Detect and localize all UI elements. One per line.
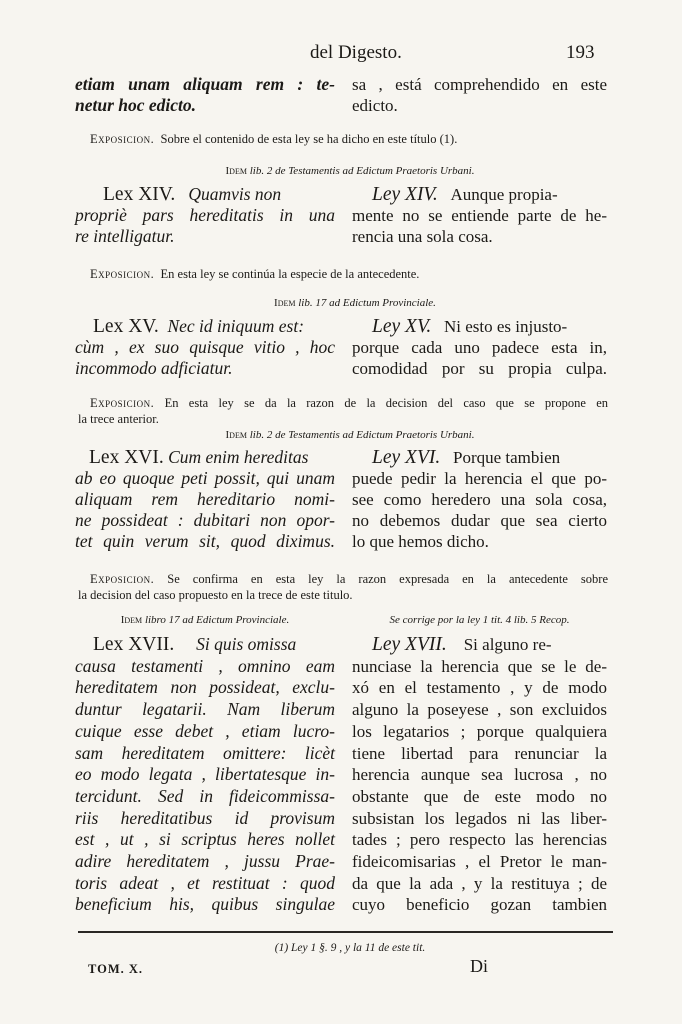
lex-17-latin — [75, 634, 335, 916]
spanish-line: puede pedir la herencia el que po- — [352, 469, 607, 488]
source-correction: Se corrige por la ley 1 tit. 4 lib. 5 Recop. — [389, 614, 570, 626]
exposicion-3 — [78, 395, 608, 427]
exposicion-text: Sobre el contenido de esta ley se ha dicho en este título (1). — [160, 132, 458, 146]
exposicion-text-2: la decision del caso propuesto en la trece de este titulo. — [78, 588, 353, 602]
source-author: Idem — [120, 614, 143, 626]
spanish-line: no debemos dudar que sea cierto — [352, 511, 607, 530]
source-citation-14 — [150, 165, 550, 177]
latin-line: hereditatem non possideat, exclu- — [75, 677, 335, 698]
spanish-line: tades ; pero respecto las herencias — [352, 830, 607, 850]
spanish-line: comodidad por su propia culpa. — [352, 359, 607, 378]
exposicion-1 — [90, 131, 610, 147]
source-author: Idem — [225, 429, 247, 441]
spanish-line: sa , está comprehendido en este — [352, 75, 607, 94]
spanish-line: Aunque propia- — [450, 185, 558, 204]
catchword: Di — [470, 956, 488, 976]
lex-16-latin — [75, 447, 335, 552]
exposicion-text: Se confirma en esta ley la razon expresada en la antecedente sobre — [167, 572, 609, 586]
spanish-line: fideicomisarias , el Pretor le man- — [352, 852, 607, 872]
spanish-line: porque cada uno padece esta in, — [352, 338, 607, 357]
latin-line: adire hereditatem , jussu Prae- — [75, 851, 335, 872]
latin-line: tet quin verum sit, quod diximus. — [75, 531, 335, 551]
volume-signature: TOM. X. — [88, 962, 144, 976]
lex-heading: Lex XV. — [93, 316, 159, 337]
lex-15-latin — [75, 316, 335, 379]
latin-line: causa testamenti , omnino eam — [75, 655, 335, 676]
spanish-line: edicto. — [352, 96, 398, 115]
spanish-line: obstante que de este modo no — [352, 786, 607, 806]
spanish-line: rencia una sola cosa. — [352, 227, 493, 246]
spanish-line: subsistan los legados ni las liber- — [352, 808, 607, 828]
exposicion-label: Exposicion. — [90, 396, 155, 410]
latin-line: cuique esse debet , etiam lucro- — [75, 720, 335, 741]
source-citation-16 — [150, 429, 550, 441]
latin-line: Si quis omissa — [196, 634, 297, 654]
latin-line: est , ut , si scriptus heres nollet — [75, 829, 335, 850]
ley-heading: Ley XV. — [372, 316, 432, 337]
footnote-rule — [78, 931, 613, 933]
exposicion-label: Exposicion. — [90, 132, 155, 146]
spanish-line: cuyo beneficio gozan tambien — [352, 895, 607, 915]
spanish-line: los legatarios ; porque qualquiera — [352, 721, 607, 741]
exposicion-text: En esta ley se da la razon de la decision del caso que se propone en — [164, 396, 608, 410]
latin-line: incommodo adficiatur. — [75, 358, 233, 378]
source-text: lib. 2 de Testamentis ad Edictum Praetoris Urbani. — [249, 429, 475, 441]
latin-line: ne possideat : dubitari non opor- — [75, 510, 335, 530]
exposicion-text: En esta ley se continúa la especie de la antecedente. — [160, 267, 420, 281]
latin-line: sam hereditatem omittere: licèt — [75, 742, 335, 763]
spanish-line: lo que hemos dicho. — [352, 532, 489, 551]
spanish-line: tiene libertad para renunciar la — [352, 743, 607, 763]
ley-heading: Ley XIV. — [372, 184, 438, 205]
spanish-line: Ni esto es injusto- — [443, 317, 568, 336]
latin-line: Cum enim hereditas — [168, 447, 309, 467]
source-author: Idem — [274, 297, 296, 309]
latin-line: Nec id iniquum est: — [167, 316, 305, 336]
lex-14-latin — [75, 184, 335, 247]
ley-heading: Ley XVII. — [372, 634, 447, 655]
ley-14-spanish — [352, 184, 607, 247]
latin-line: riis hereditatibus id provisum — [75, 807, 335, 828]
exposicion-text-2: la trece anterior. — [78, 412, 159, 426]
lex-heading: Lex XVII. — [93, 634, 175, 655]
spanish-line: xó en el testamento , y de modo — [352, 678, 607, 698]
exposicion-label: Exposicion. — [90, 572, 155, 586]
spanish-line: herencia aunque sea lucrosa , no — [352, 765, 607, 785]
latin-line: cùm , ex suo quisque vitio , hoc — [75, 337, 335, 357]
source-text: lib. 2 de Testamentis ad Edictum Praetoris Urbani. — [249, 165, 475, 177]
source-text: libro 17 ad Edictum Provinciale. — [144, 614, 290, 626]
ley-heading: Ley XVI. — [372, 447, 441, 468]
source-citation-17 — [75, 614, 335, 626]
ley-15-spanish — [352, 316, 607, 379]
lex-heading: Lex XIV. — [103, 184, 176, 205]
page-number: 193 — [566, 42, 595, 63]
latin-line: propriè pars hereditatis in una — [75, 205, 335, 225]
latin-line: aliquam rem hereditario nomi- — [75, 489, 335, 509]
source-text: lib. 17 ad Edictum Provinciale. — [298, 297, 436, 309]
latin-line: toris adeat , et restituat : quod — [75, 872, 335, 893]
spanish-line: mente no se entiende parte de he- — [352, 206, 607, 225]
exposicion-label: Exposicion. — [90, 267, 155, 281]
spanish-line: da que la ada , y la restituya ; de — [352, 873, 607, 893]
ley-17-spanish — [352, 634, 607, 916]
exposicion-4 — [78, 571, 608, 603]
exposicion-2 — [90, 266, 610, 282]
lex-heading: Lex XVI. — [89, 447, 164, 468]
latin-line: duntur legatarii. Nam liberum — [75, 699, 335, 720]
spanish-line: Porque tambien — [452, 448, 561, 467]
spanish-line: alguno la poseyese , son excluidos — [352, 700, 607, 720]
latin-line: re intelligatur. — [75, 226, 175, 246]
source-citation-15 — [200, 297, 510, 309]
spanish-column-top — [352, 74, 607, 116]
latin-line: Quamvis non — [188, 184, 282, 204]
latin-line: etiam unam aliquam rem : te- — [75, 74, 335, 94]
source-author: Idem — [225, 165, 247, 177]
spanish-line: nunciase la herencia que se le de- — [352, 656, 607, 676]
running-title: del Digesto. — [310, 42, 402, 63]
latin-line: beneficium his, quibus singulae — [75, 894, 335, 915]
latin-line: tercidunt. Sed in fideicommissa- — [75, 785, 335, 806]
latin-line: ab eo quoque peti possit, qui unam — [75, 468, 335, 488]
latin-line: netur hoc edicto. — [75, 95, 197, 115]
spanish-line: see como heredero una sola cosa, — [352, 490, 607, 509]
spanish-line: Si alguno re- — [463, 635, 552, 654]
ley-16-spanish — [352, 447, 607, 552]
latin-column-top — [75, 74, 335, 116]
footnote: (1) Ley 1 §. 9 , y la 11 de este tit. — [274, 942, 426, 954]
latin-line: eo modo legata , libertatesque in- — [75, 764, 335, 785]
